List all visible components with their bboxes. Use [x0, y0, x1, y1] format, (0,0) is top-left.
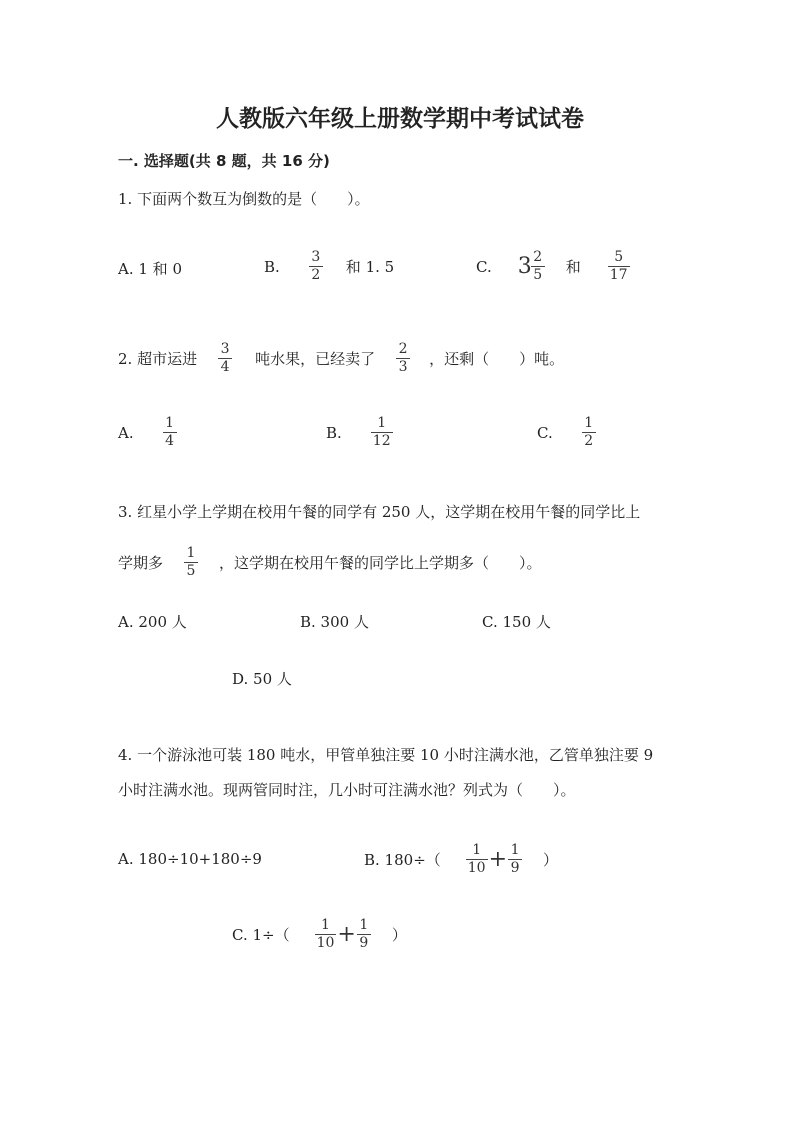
- q4-c-fraction-2: [358, 918, 370, 951]
- q1-c-whole: 3: [517, 254, 532, 279]
- q3-part2: ，这学期在校用午餐的同学比上学期多（ ）。: [219, 554, 542, 572]
- q3-option-a: A. 200 人: [118, 613, 187, 631]
- q4-option-c: [232, 918, 407, 951]
- q2-part1: 2. 超市运进: [118, 350, 198, 368]
- question-4-line-2: 小时注满水池。现两管同时注，几小时可注满水池？列式为（ ）。: [118, 781, 576, 799]
- q2-c-num: 1: [584, 415, 594, 431]
- q2-option-a: [118, 416, 176, 449]
- q4-b-plus: +: [488, 847, 508, 872]
- q2-option-c: [537, 416, 595, 449]
- q1-b-num: 3: [311, 249, 321, 265]
- q2-a-fraction: [164, 416, 176, 449]
- q2-b-den: 12: [372, 433, 391, 449]
- q4-option-b: [364, 843, 558, 876]
- q4-b-f2-den: 9: [510, 860, 520, 876]
- q2-c-den: 2: [584, 433, 594, 449]
- q3-fraction: [185, 546, 197, 579]
- q1-option-b: [264, 250, 394, 283]
- q4-c-f2-den: 9: [359, 935, 369, 951]
- q1-c-mid: 和: [565, 258, 581, 276]
- q4-c-f1-num: 1: [321, 917, 330, 933]
- q1-c2-fraction: [609, 250, 629, 283]
- q1-c-fraction: [532, 250, 544, 283]
- q2-a-den: 4: [165, 433, 175, 449]
- q1-option-a: A. 1 和 0: [118, 260, 182, 278]
- q4-b-f2-num: 1: [510, 842, 520, 858]
- question-4-line-1: 4. 一个游泳池可装 180 吨水，甲管单独注要 10 小时注满水池，乙管单独注要 9: [118, 746, 654, 764]
- section-heading: 一. 选择题(共 8 题，共 16 分): [118, 152, 330, 170]
- q4-c-f2-num: 1: [359, 917, 369, 933]
- q3-part1: 学期多: [118, 554, 164, 572]
- q3-option-c: C. 150 人: [482, 613, 551, 631]
- q2-f1-den: 4: [220, 359, 230, 375]
- q2-c-fraction: [583, 416, 595, 449]
- q1-option-c: [476, 250, 629, 283]
- q2-option-b-label: B.: [326, 423, 342, 442]
- q4-b-f1-den: 10: [467, 860, 486, 876]
- q2-b-num: 1: [377, 415, 387, 431]
- q4-c-fraction-1: [316, 918, 336, 951]
- q4-b-f1-num: 1: [472, 842, 482, 858]
- q1-c-num: 2: [533, 249, 543, 265]
- q2-option-b: [326, 416, 392, 449]
- question-3-line-2: [118, 546, 542, 579]
- q2-f1-num: 3: [220, 341, 230, 357]
- q2-part2: 吨水果，已经卖了: [255, 350, 376, 368]
- q3-option-d: D. 50 人: [232, 670, 292, 688]
- q4-b-fraction-1: [467, 843, 487, 876]
- question-3-line-1: 3. 红星小学上学期在校用午餐的同学有 250 人，这学期在校用午餐的同学比上: [118, 503, 641, 521]
- q1-c-den: 5: [533, 267, 543, 283]
- question-2-text: [118, 342, 564, 375]
- q2-part3: ，还剩（ ）吨。: [429, 350, 565, 368]
- q1-option-c-label: C.: [476, 257, 492, 276]
- q2-f2-num: 2: [398, 341, 408, 357]
- q2-b-fraction: [372, 416, 392, 449]
- q4-c-f1-den: 10: [316, 935, 335, 951]
- q2-fraction-2: [397, 342, 409, 375]
- q2-option-c-label: C.: [537, 423, 553, 442]
- q4-b-fraction-2: [509, 843, 521, 876]
- q2-option-a-label: A.: [118, 423, 134, 442]
- q4-b-pre: B. 180÷（: [364, 851, 441, 869]
- q4-c-plus: +: [337, 922, 356, 947]
- q4-c-post: ）: [391, 926, 407, 944]
- q3-f-num: 1: [186, 545, 196, 561]
- q1-option-b-label: B.: [264, 257, 280, 276]
- q1-c2-num: 5: [614, 249, 624, 265]
- q1-c2-den: 17: [609, 267, 628, 283]
- q1-b-den: 2: [311, 267, 321, 283]
- q1-b-tail: 和 1. 5: [345, 258, 395, 276]
- q4-option-a: A. 180÷10+180÷9: [118, 850, 262, 868]
- q2-a-num: 1: [165, 415, 175, 431]
- q4-b-post: ）: [543, 851, 559, 869]
- page-title: 人教版六年级上册数学期中考试试卷: [216, 106, 584, 132]
- q4-c-pre: C. 1÷（: [232, 926, 290, 944]
- q3-option-b: B. 300 人: [300, 613, 369, 631]
- q2-f2-den: 3: [398, 359, 408, 375]
- question-1-text: 1. 下面两个数互为倒数的是（ ）。: [118, 190, 370, 208]
- q3-f-den: 5: [186, 563, 196, 579]
- q1-b-fraction: [310, 250, 322, 283]
- q2-fraction-1: [219, 342, 231, 375]
